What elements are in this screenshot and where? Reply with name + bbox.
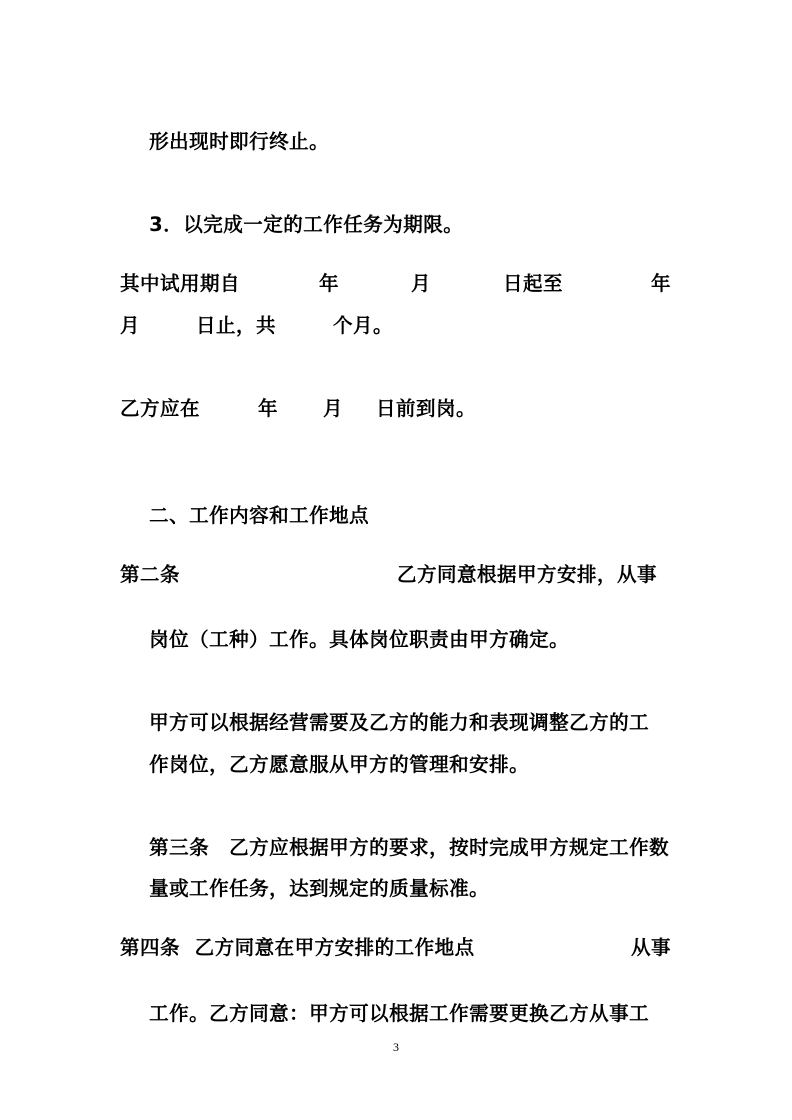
article-label: 第二条 [120, 563, 181, 586]
paragraph-text: 形出现时即行终止。 [149, 130, 330, 153]
month-label: 月 [411, 272, 432, 295]
paragraph-text: 作岗位，乙方愿意服从甲方的管理和安排。 [149, 753, 530, 776]
paragraph-termination-tail [120, 106, 329, 178]
section-heading [120, 480, 369, 552]
article-text: 量或工作任务，达到规定的质量标准。 [149, 877, 490, 900]
year-label: 年 [319, 272, 340, 295]
paragraph-text: 3．以完成一定的工作任务为期限。 [149, 213, 464, 236]
probation-from-label: 其中试用期自 [120, 272, 241, 295]
months-count-label: 个月。 [333, 314, 394, 337]
day-to-label: 日起至 [503, 272, 564, 295]
paragraph-task-term [120, 189, 463, 261]
article-text: 从事 [631, 936, 672, 959]
article-3-line-2 [120, 853, 489, 925]
year-label: 年 [651, 272, 672, 295]
article-text: 第三条 乙方应根据甲方的要求，按时完成甲方规定工作数 [149, 836, 670, 859]
report-prefix: 乙方应在 [120, 397, 201, 420]
day-end-label: 日止，共 [196, 314, 277, 337]
report-suffix: 日前到岗。 [376, 397, 477, 420]
paragraph-text: 甲方可以根据经营需要及乙方的能力和表现调整乙方的工 [149, 711, 650, 734]
page-number: 3 [393, 1040, 399, 1054]
article-2-line-2 [120, 604, 569, 676]
month-label: 月 [120, 314, 141, 337]
article-text: 岗位（工种）工作。具体岗位职责由甲方确定。 [149, 628, 570, 651]
paragraph-adjust-line-2 [120, 729, 529, 801]
article-text: 乙方同意根据甲方安排，从事 [397, 563, 658, 586]
article-text: 第四条 乙方同意在甲方安排的工作地点 [120, 936, 475, 959]
article-text: 工作。乙方同意：甲方可以根据工作需要更换乙方从事工 [149, 1002, 650, 1025]
month-label: 月 [323, 397, 344, 420]
heading-text: 二、工作内容和工作地点 [149, 504, 370, 527]
year-label: 年 [258, 397, 279, 420]
